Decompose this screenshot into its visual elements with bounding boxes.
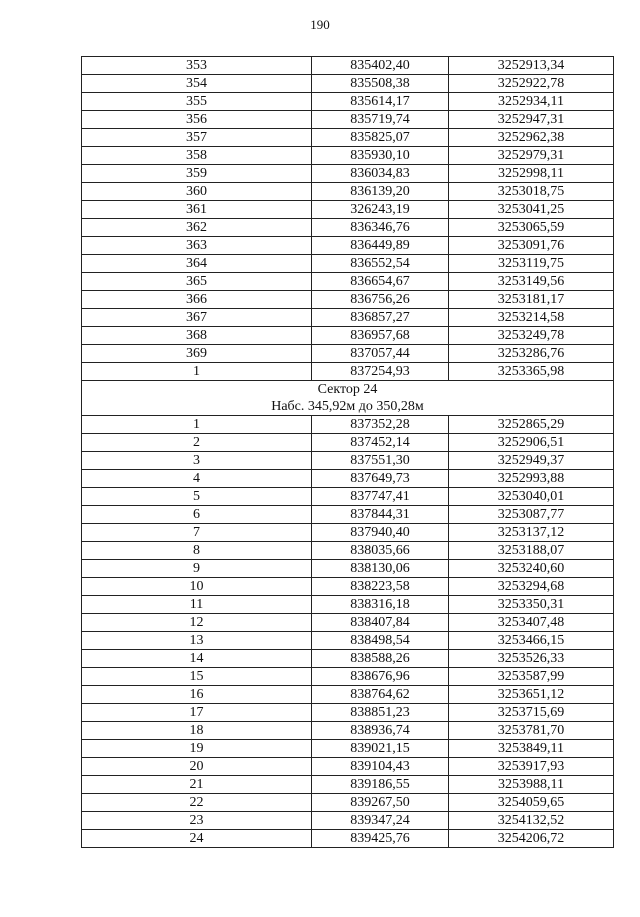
table-row xyxy=(82,237,614,255)
table-row xyxy=(82,129,614,147)
y-coordinate-cell: 3253091,76 xyxy=(449,237,614,255)
y-coordinate-cell: 3253119,75 xyxy=(449,255,614,273)
point-number-cell: 6 xyxy=(82,506,312,524)
table-row xyxy=(82,363,614,381)
x-coordinate-cell: 836449,89 xyxy=(312,237,449,255)
point-number-cell: 11 xyxy=(82,596,312,614)
table-row xyxy=(82,740,614,758)
y-coordinate-cell: 3253188,07 xyxy=(449,542,614,560)
x-coordinate-cell: 836346,76 xyxy=(312,219,449,237)
point-number-cell: 362 xyxy=(82,219,312,237)
table-row xyxy=(82,686,614,704)
sector-header xyxy=(82,381,614,416)
y-coordinate-cell: 3253849,11 xyxy=(449,740,614,758)
point-number-cell: 354 xyxy=(82,75,312,93)
x-coordinate-cell: 838764,62 xyxy=(312,686,449,704)
x-coordinate-cell: 836034,83 xyxy=(312,165,449,183)
point-number-cell: 22 xyxy=(82,794,312,812)
table-row xyxy=(82,776,614,794)
point-number-cell: 361 xyxy=(82,201,312,219)
y-coordinate-cell: 3253018,75 xyxy=(449,183,614,201)
point-number-cell: 367 xyxy=(82,309,312,327)
sector-row xyxy=(82,381,614,416)
y-coordinate-cell: 3253294,68 xyxy=(449,578,614,596)
point-number-cell: 1 xyxy=(82,363,312,381)
table-row xyxy=(82,668,614,686)
table-row xyxy=(82,704,614,722)
page-number: 190 xyxy=(310,17,330,32)
point-number-cell: 20 xyxy=(82,758,312,776)
point-number-cell: 23 xyxy=(82,812,312,830)
table-row xyxy=(82,560,614,578)
point-number-cell: 24 xyxy=(82,830,312,848)
x-coordinate-cell: 835508,38 xyxy=(312,75,449,93)
table-row xyxy=(82,650,614,668)
x-coordinate-cell: 836957,68 xyxy=(312,327,449,345)
y-coordinate-cell: 3252934,11 xyxy=(449,93,614,111)
point-number-cell: 356 xyxy=(82,111,312,129)
y-coordinate-cell: 3253715,69 xyxy=(449,704,614,722)
table-row xyxy=(82,255,614,273)
y-coordinate-cell: 3252913,34 xyxy=(449,57,614,75)
y-coordinate-cell: 3254206,72 xyxy=(449,830,614,848)
point-number-cell: 360 xyxy=(82,183,312,201)
table-row xyxy=(82,794,614,812)
point-number-cell: 357 xyxy=(82,129,312,147)
table-row xyxy=(82,327,614,345)
point-number-cell: 9 xyxy=(82,560,312,578)
x-coordinate-cell: 838035,66 xyxy=(312,542,449,560)
point-number-cell: 359 xyxy=(82,165,312,183)
point-number-cell: 363 xyxy=(82,237,312,255)
x-coordinate-cell: 837649,73 xyxy=(312,470,449,488)
y-coordinate-cell: 3253587,99 xyxy=(449,668,614,686)
x-coordinate-cell: 837452,14 xyxy=(312,434,449,452)
point-number-cell: 16 xyxy=(82,686,312,704)
table-row xyxy=(82,722,614,740)
table-row xyxy=(82,452,614,470)
y-coordinate-cell: 3252949,37 xyxy=(449,452,614,470)
y-coordinate-cell: 3252906,51 xyxy=(449,434,614,452)
table-row xyxy=(82,201,614,219)
table-row xyxy=(82,632,614,650)
x-coordinate-cell: 835825,07 xyxy=(312,129,449,147)
table-row xyxy=(82,416,614,434)
x-coordinate-cell: 837747,41 xyxy=(312,488,449,506)
table-row xyxy=(82,345,614,363)
y-coordinate-cell: 3252865,29 xyxy=(449,416,614,434)
x-coordinate-cell: 835402,40 xyxy=(312,57,449,75)
y-coordinate-cell: 3253065,59 xyxy=(449,219,614,237)
table-row xyxy=(82,470,614,488)
x-coordinate-cell: 836857,27 xyxy=(312,309,449,327)
point-number-cell: 14 xyxy=(82,650,312,668)
x-coordinate-cell: 838223,58 xyxy=(312,578,449,596)
x-coordinate-cell: 836756,26 xyxy=(312,291,449,309)
table-row xyxy=(82,111,614,129)
table-row xyxy=(82,165,614,183)
x-coordinate-cell: 838588,26 xyxy=(312,650,449,668)
x-coordinate-cell: 839104,43 xyxy=(312,758,449,776)
sector-title: Сектор 24 xyxy=(317,382,378,397)
x-coordinate-cell: 837940,40 xyxy=(312,524,449,542)
y-coordinate-cell: 3254132,52 xyxy=(449,812,614,830)
table-row xyxy=(82,273,614,291)
table-row xyxy=(82,758,614,776)
x-coordinate-cell: 836139,20 xyxy=(312,183,449,201)
table-row xyxy=(82,524,614,542)
rows-before-sector xyxy=(82,57,614,381)
x-coordinate-cell: 837551,30 xyxy=(312,452,449,470)
sector-subtitle: Набс. 345,92м до 350,28м xyxy=(271,399,424,414)
x-coordinate-cell: 835930,10 xyxy=(312,147,449,165)
y-coordinate-cell: 3252922,78 xyxy=(449,75,614,93)
x-coordinate-cell: 838676,96 xyxy=(312,668,449,686)
table-row xyxy=(82,596,614,614)
point-number-cell: 8 xyxy=(82,542,312,560)
point-number-cell: 5 xyxy=(82,488,312,506)
table-row xyxy=(82,57,614,75)
x-coordinate-cell: 835719,74 xyxy=(312,111,449,129)
point-number-cell: 7 xyxy=(82,524,312,542)
x-coordinate-cell: 838498,54 xyxy=(312,632,449,650)
point-number-cell: 1 xyxy=(82,416,312,434)
y-coordinate-cell: 3252947,31 xyxy=(449,111,614,129)
table-row xyxy=(82,506,614,524)
table-row xyxy=(82,542,614,560)
rows-after-sector xyxy=(82,416,614,848)
point-number-cell: 3 xyxy=(82,452,312,470)
x-coordinate-cell: 838316,18 xyxy=(312,596,449,614)
table-row xyxy=(82,75,614,93)
x-coordinate-cell: 836552,54 xyxy=(312,255,449,273)
x-coordinate-cell: 836654,67 xyxy=(312,273,449,291)
table-row xyxy=(82,93,614,111)
x-coordinate-cell: 838407,84 xyxy=(312,614,449,632)
table-row xyxy=(82,830,614,848)
point-number-cell: 364 xyxy=(82,255,312,273)
point-number-cell: 4 xyxy=(82,470,312,488)
y-coordinate-cell: 3253249,78 xyxy=(449,327,614,345)
x-coordinate-cell: 326243,19 xyxy=(312,201,449,219)
coordinates-table xyxy=(81,56,614,848)
y-coordinate-cell: 3252979,31 xyxy=(449,147,614,165)
y-coordinate-cell: 3253407,48 xyxy=(449,614,614,632)
x-coordinate-cell: 835614,17 xyxy=(312,93,449,111)
y-coordinate-cell: 3252993,88 xyxy=(449,470,614,488)
table-row xyxy=(82,183,614,201)
table-row xyxy=(82,309,614,327)
y-coordinate-cell: 3253350,31 xyxy=(449,596,614,614)
point-number-cell: 15 xyxy=(82,668,312,686)
point-number-cell: 10 xyxy=(82,578,312,596)
y-coordinate-cell: 3253214,58 xyxy=(449,309,614,327)
y-coordinate-cell: 3253286,76 xyxy=(449,345,614,363)
x-coordinate-cell: 839186,55 xyxy=(312,776,449,794)
point-number-cell: 358 xyxy=(82,147,312,165)
x-coordinate-cell: 837254,93 xyxy=(312,363,449,381)
y-coordinate-cell: 3253041,25 xyxy=(449,201,614,219)
y-coordinate-cell: 3253240,60 xyxy=(449,560,614,578)
point-number-cell: 355 xyxy=(82,93,312,111)
y-coordinate-cell: 3253137,12 xyxy=(449,524,614,542)
y-coordinate-cell: 3253781,70 xyxy=(449,722,614,740)
x-coordinate-cell: 838936,74 xyxy=(312,722,449,740)
y-coordinate-cell: 3254059,65 xyxy=(449,794,614,812)
table-row xyxy=(82,488,614,506)
point-number-cell: 366 xyxy=(82,291,312,309)
y-coordinate-cell: 3253526,33 xyxy=(449,650,614,668)
point-number-cell: 368 xyxy=(82,327,312,345)
y-coordinate-cell: 3253040,01 xyxy=(449,488,614,506)
table-row xyxy=(82,578,614,596)
table-row xyxy=(82,147,614,165)
x-coordinate-cell: 838851,23 xyxy=(312,704,449,722)
point-number-cell: 369 xyxy=(82,345,312,363)
x-coordinate-cell: 837057,44 xyxy=(312,345,449,363)
x-coordinate-cell: 839021,15 xyxy=(312,740,449,758)
table-row xyxy=(82,434,614,452)
y-coordinate-cell: 3253466,15 xyxy=(449,632,614,650)
y-coordinate-cell: 3253181,17 xyxy=(449,291,614,309)
point-number-cell: 18 xyxy=(82,722,312,740)
y-coordinate-cell: 3253365,98 xyxy=(449,363,614,381)
table-row xyxy=(82,614,614,632)
y-coordinate-cell: 3253651,12 xyxy=(449,686,614,704)
y-coordinate-cell: 3253149,56 xyxy=(449,273,614,291)
x-coordinate-cell: 839347,24 xyxy=(312,812,449,830)
point-number-cell: 17 xyxy=(82,704,312,722)
y-coordinate-cell: 3252962,38 xyxy=(449,129,614,147)
sector-cell xyxy=(82,381,614,416)
y-coordinate-cell: 3252998,11 xyxy=(449,165,614,183)
y-coordinate-cell: 3253988,11 xyxy=(449,776,614,794)
x-coordinate-cell: 839267,50 xyxy=(312,794,449,812)
point-number-cell: 353 xyxy=(82,57,312,75)
point-number-cell: 19 xyxy=(82,740,312,758)
x-coordinate-cell: 837352,28 xyxy=(312,416,449,434)
point-number-cell: 365 xyxy=(82,273,312,291)
point-number-cell: 13 xyxy=(82,632,312,650)
y-coordinate-cell: 3253917,93 xyxy=(449,758,614,776)
point-number-cell: 2 xyxy=(82,434,312,452)
table-row xyxy=(82,219,614,237)
point-number-cell: 21 xyxy=(82,776,312,794)
x-coordinate-cell: 839425,76 xyxy=(312,830,449,848)
x-coordinate-cell: 837844,31 xyxy=(312,506,449,524)
point-number-cell: 12 xyxy=(82,614,312,632)
table-row xyxy=(82,812,614,830)
y-coordinate-cell: 3253087,77 xyxy=(449,506,614,524)
table-row xyxy=(82,291,614,309)
x-coordinate-cell: 838130,06 xyxy=(312,560,449,578)
